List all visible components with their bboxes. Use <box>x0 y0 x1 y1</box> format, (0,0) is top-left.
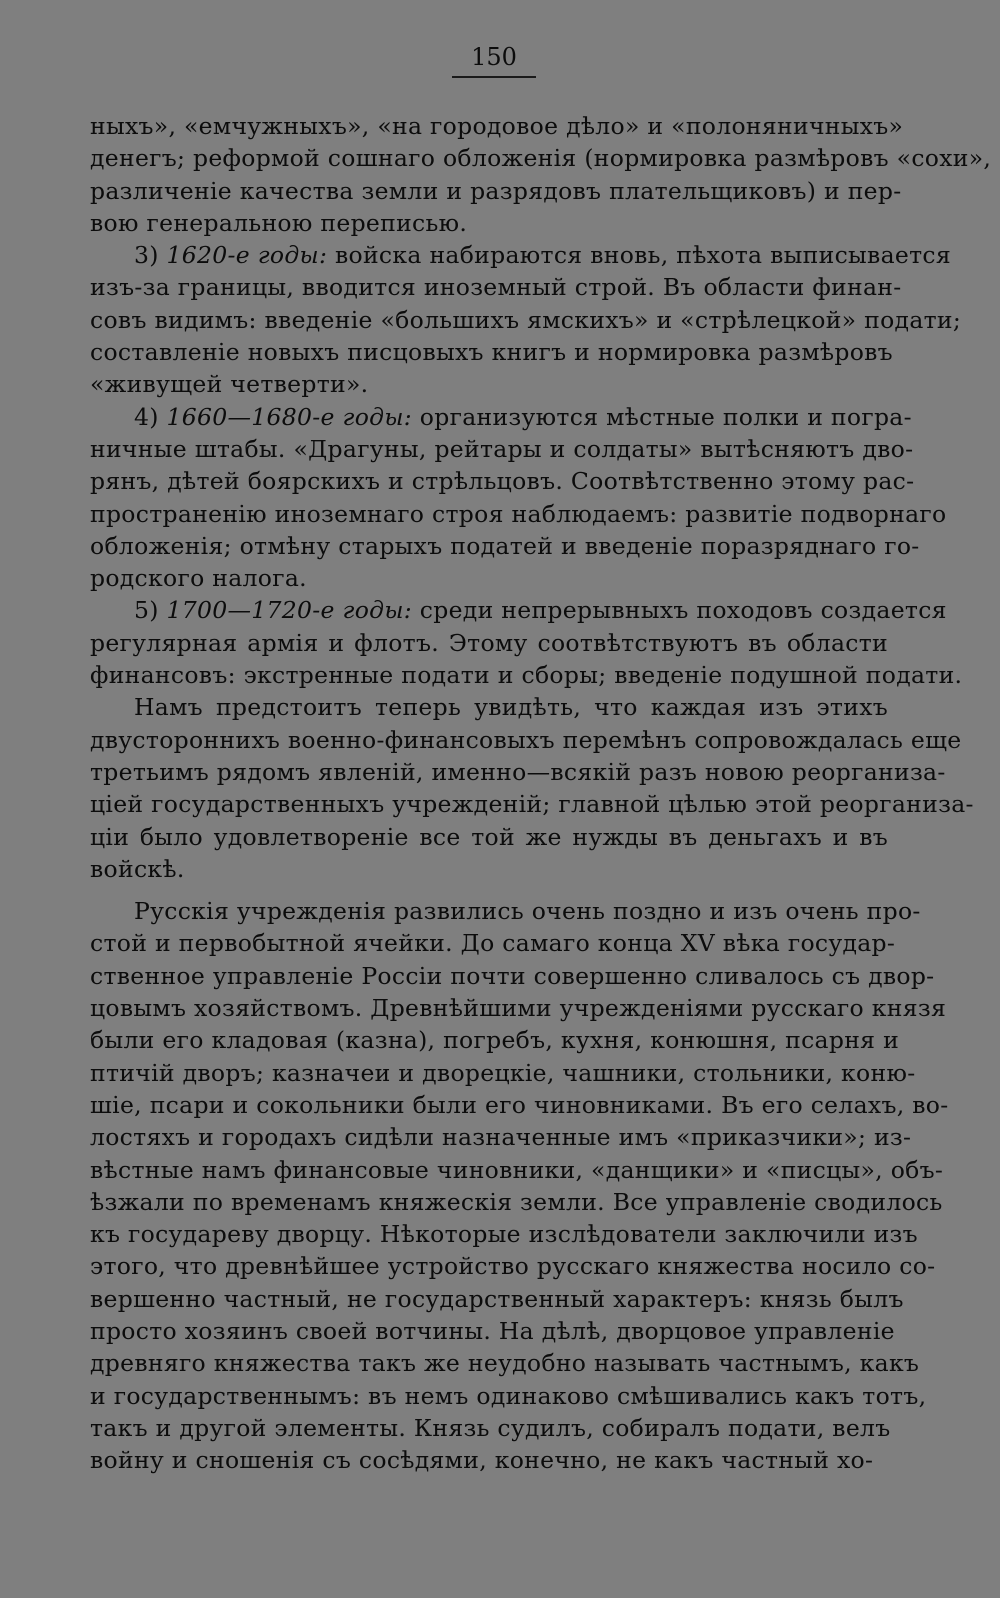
paragraph-period-3 <box>90 239 962 400</box>
text-line: птичій дворъ; казначеи и дворецкіе, чашники, стольники, коню- <box>90 1058 916 1087</box>
text-line: такъ и другой элементы. Князь судилъ, собиралъ подати, велъ <box>90 1413 891 1442</box>
text-line <box>90 401 912 433</box>
text-line: регулярная армія и флотъ. Этому соотвѣтствуютъ въ области <box>90 628 888 657</box>
text-line: различеніе качества земли и разрядовъ плательщиковъ) и пер- <box>90 176 902 205</box>
line-text: войска набираются вновь, пѣхота выписывается <box>327 241 951 270</box>
text-line: были его кладовая (казна), погребъ, кухня, конюшня, псарня и <box>90 1026 900 1055</box>
text-line: древняго княжества такъ же неудобно называть частнымъ, какъ <box>90 1349 920 1378</box>
period-heading: 1660—1680-е годы: <box>166 402 413 431</box>
text-line: ціей государственныхъ учрежденій; главной цѣлью этой реорганиза- <box>90 790 974 819</box>
paragraph-intro <box>90 110 992 239</box>
paragraph-period-4 <box>90 401 947 595</box>
text-line: вою генеральною переписью. <box>90 208 468 237</box>
text-line <box>90 239 951 271</box>
text-line: Русскія учрежденія развились очень поздно и изъ очень про- <box>134 897 921 926</box>
list-number: 4) <box>134 402 167 431</box>
text-line: стой и первобытной ячейки. До самаго конца XV вѣка государ- <box>90 929 896 958</box>
text-line: «живущей четверти». <box>90 370 369 399</box>
paragraph-reorganization <box>90 691 974 885</box>
text-line: войну и сношенія съ сосѣдями, конечно, не какъ частный хо- <box>90 1446 874 1475</box>
text-line: совъ видимъ: введеніе «большихъ ямскихъ» и «стрѣлецкой» подати; <box>90 305 962 334</box>
text-line: ничные штабы. «Драгуны, рейтары и солдаты» вытѣсняютъ дво- <box>90 434 914 463</box>
period-heading: 1700—1720-е годы: <box>166 596 413 625</box>
list-number: 3) <box>134 241 167 270</box>
text-line: денегъ; реформой сошнаго обложенія (нормировка размѣровъ «сохи», <box>90 144 992 173</box>
period-heading: 1620-е годы: <box>166 241 328 270</box>
text-line: ѣзжали по временамъ княжескія земли. Все управленіе сводилось <box>90 1187 943 1216</box>
text-line: къ государеву дворцу. Нѣкоторые изслѣдователи заключили изъ <box>90 1220 918 1249</box>
text-line: войскѣ. <box>90 854 185 883</box>
text-line: составленіе новыхъ писцовыхъ книгъ и нормировка размѣровъ <box>90 338 893 367</box>
page-number: 150 <box>452 42 536 78</box>
line-text: организуются мѣстные полки и погра- <box>412 402 912 431</box>
text-line: ціи было удовлетвореніе все той же нужды въ деньгахъ и въ <box>90 822 888 851</box>
text-line: этого, что древнѣйшее устройство русскаго княжества носило со- <box>90 1252 936 1281</box>
line-text: среди непрерывныхъ походовъ создается <box>412 596 947 625</box>
text-line: рянъ, дѣтей боярскихъ и стрѣльцовъ. Соотвѣтственно этому рас- <box>90 467 915 496</box>
text-line: третьимъ рядомъ явленій, именно—всякій разъ новою реорганиза- <box>90 757 946 786</box>
text-line: вершенно частный, не государственный характеръ: князь былъ <box>90 1284 904 1313</box>
text-line: обложенія; отмѣну старыхъ податей и введеніе поразряднаго го- <box>90 531 920 560</box>
text-line: изъ-за границы, вводится иноземный строй. Въ области финан- <box>90 273 902 302</box>
text-line: просто хозяинъ своей вотчины. На дѣлѣ, дворцовое управленіе <box>90 1316 895 1345</box>
text-line: ныхъ», «емчужныхъ», «на городовое дѣло» и «полоняничныхъ» <box>90 112 904 140</box>
text-line: лостяхъ и городахъ сидѣли назначенные имъ «приказчики»; из- <box>90 1123 912 1152</box>
text-line: финансовъ: экстренные подати и сборы; введеніе подушной подати. <box>90 661 963 690</box>
text-line: цовымъ хозяйствомъ. Древнѣйшими учрежденіями русскаго князя <box>90 994 947 1023</box>
text-line: Намъ предстоитъ теперь увидѣть, что каждая изъ этихъ <box>134 693 888 722</box>
paragraph-gap <box>90 885 888 895</box>
paragraph-period-5 <box>90 594 963 691</box>
body-text <box>90 110 992 1476</box>
text-line: ственное управленіе Россіи почти совершенно сливалось съ двор- <box>90 961 935 990</box>
text-line <box>90 594 947 626</box>
text-line: и государственнымъ: въ немъ одинаково смѣшивались какъ тотъ, <box>90 1381 927 1410</box>
text-line: двустороннихъ военно-финансовыхъ перемѣнъ сопровождалась еще <box>90 725 962 754</box>
text-line: шіе, псари и сокольники были его чиновниками. Въ его селахъ, во- <box>90 1090 949 1119</box>
list-number: 5) <box>134 596 167 625</box>
text-line: родского налога. <box>90 564 307 593</box>
paragraph-institutions <box>90 895 949 1476</box>
text-line: вѣстные намъ финансовые чиновники, «данщики» и «писцы», объ- <box>90 1155 944 1184</box>
text-line: пространенію иноземнаго строя наблюдаемъ: развитіе подворнаго <box>90 499 947 528</box>
